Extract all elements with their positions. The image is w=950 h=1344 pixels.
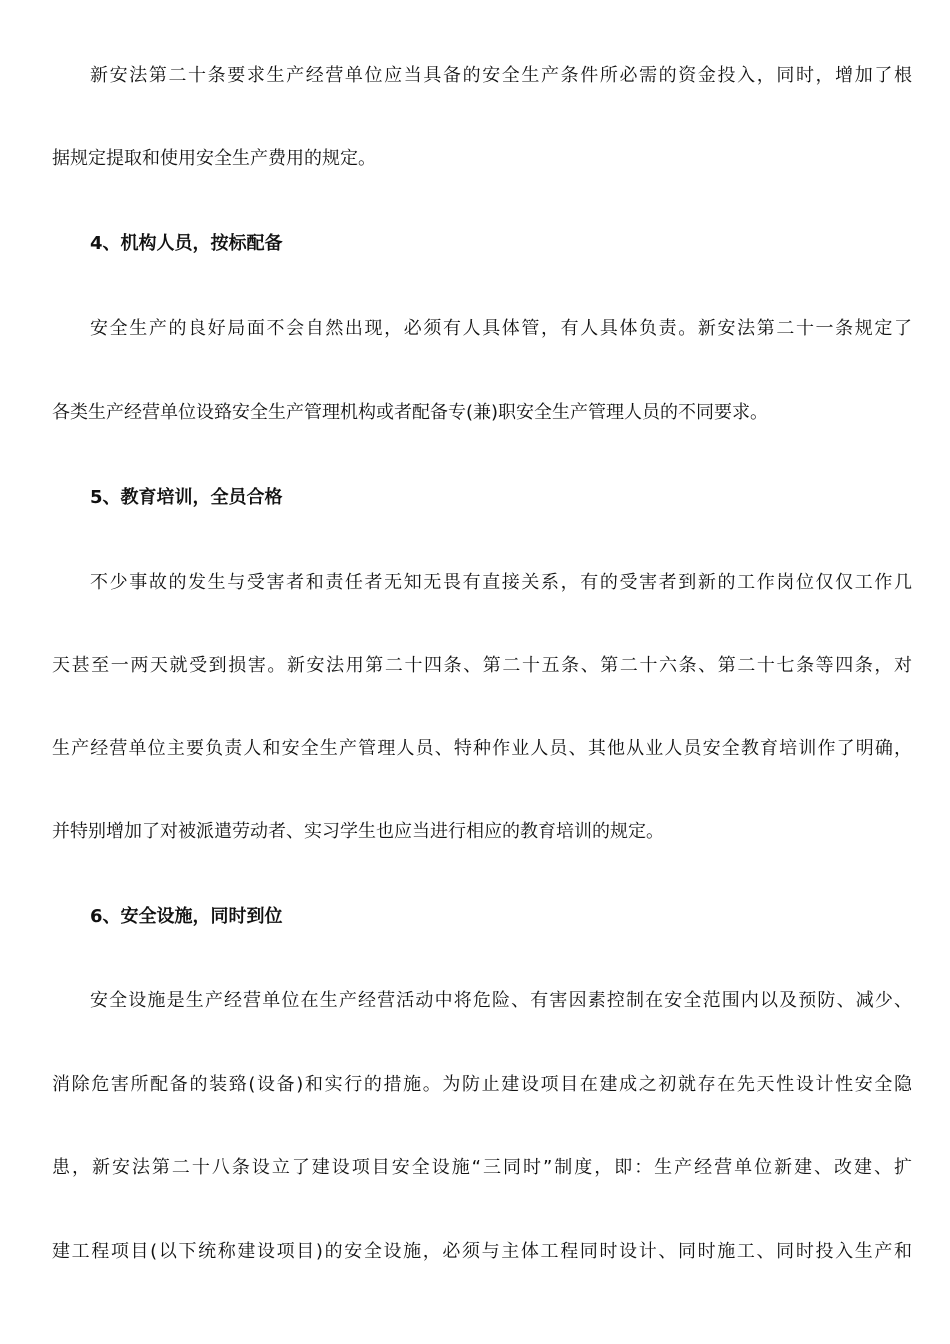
paragraph-line: 消除危害所配备的装臵(设备)和实行的措施。为防止建设项目在建成之初就存在先天性设计性安全隐 — [52, 1074, 912, 1095]
paragraph-line: 安全生产的良好局面不会自然出现，必须有人具体管，有人具体负责。新安法第二十一条规定了 — [90, 318, 912, 339]
paragraph-line: 生产经营单位主要负责人和安全生产管理人员、特种作业人员、其他从业人员安全教育培训作了明确， — [52, 738, 912, 759]
paragraph-line: 新安法第二十条要求生产经营单位应当具备的安全生产条件所必需的资金投入，同时，增加了根 — [90, 65, 912, 86]
paragraph-line: 天甚至一两天就受到损害。新安法用第二十四条、第二十五条、第二十六条、第二十七条等四条，对 — [52, 655, 912, 676]
paragraph-line: 不少事故的发生与受害者和责任者无知无畏有直接关系，有的受害者到新的工作岗位仅仅工作几 — [90, 572, 912, 593]
paragraph-line: 安全设施是生产经营单位在生产经营活动中将危险、有害因素控制在安全范围内以及预防、减少、 — [90, 990, 912, 1011]
paragraph-line: 并特别增加了对被派遣劳动者、实习学生也应当进行相应的教育培训的规定。 — [52, 821, 664, 842]
paragraph-line: 各类生产经营单位设臵安全生产管理机构或者配备专(兼)职安全生产管理人员的不同要求。 — [52, 402, 769, 423]
section-heading: 6、安全设施，同时到位 — [90, 906, 283, 927]
paragraph-line: 患，新安法第二十八条设立了建设项目安全设施“三同时”制度，即：生产经营单位新建、改建、扩 — [52, 1157, 912, 1178]
paragraph-line: 据规定提取和使用安全生产费用的规定。 — [52, 148, 376, 169]
paragraph-line: 建工程项目(以下统称建设项目)的安全设施，必须与主体工程同时设计、同时施工、同时投入生产和 — [52, 1241, 912, 1262]
section-heading: 4、机构人员，按标配备 — [90, 233, 283, 254]
section-heading: 5、教育培训，全员合格 — [90, 487, 283, 508]
